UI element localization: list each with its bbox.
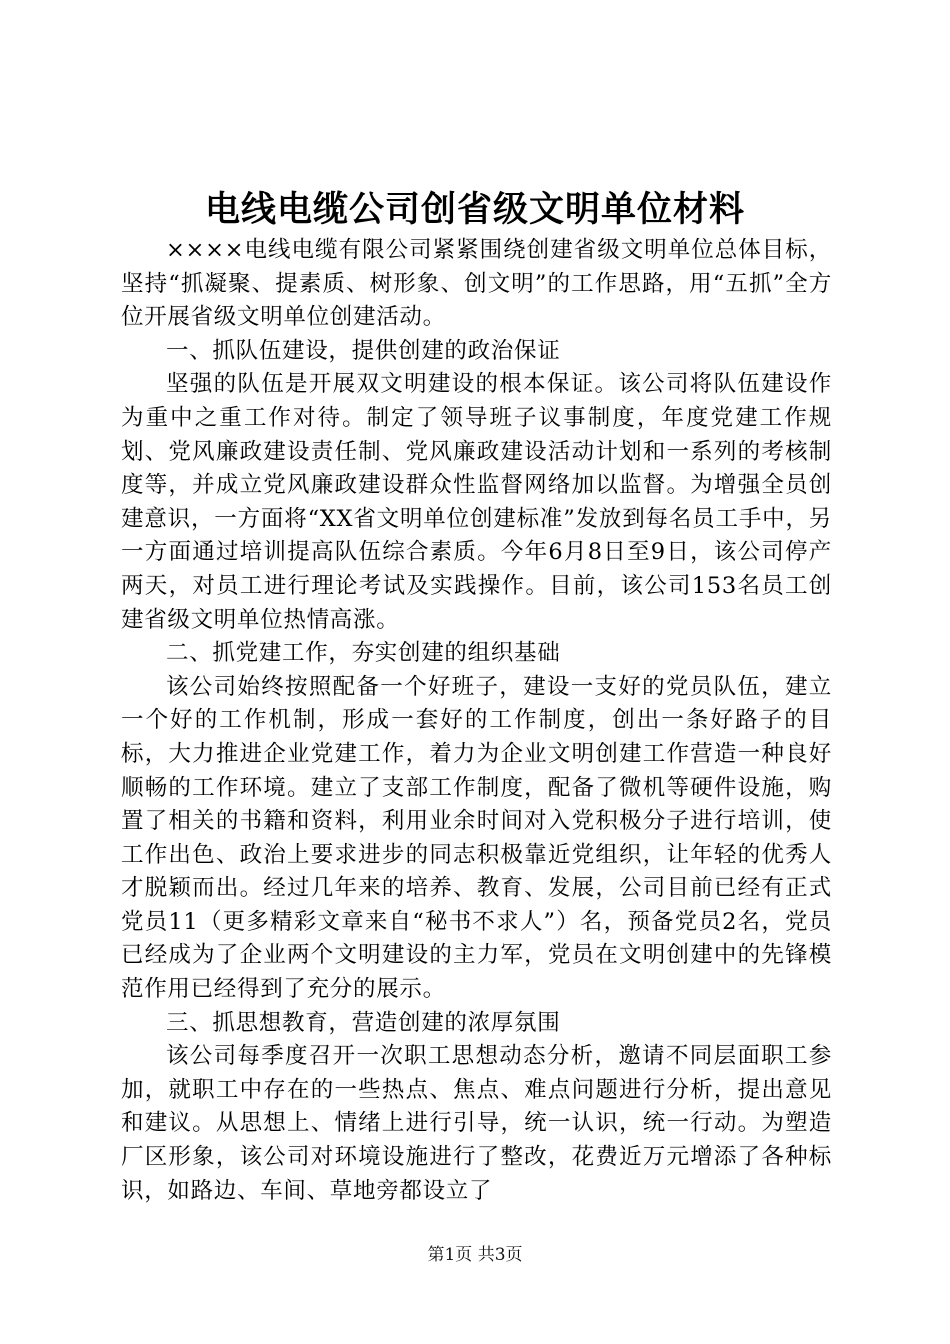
page-footer: 第1页 共3页 — [427, 1245, 523, 1265]
intro-paragraph: ××××电线电缆有限公司紧紧围绕创建省级文明单位总体目标，坚持“抓凝聚、提素质、树形象、创文明”的工作思路，用“五抓”全方位开展省级文明单位创建活动。 — [121, 237, 832, 331]
document-title: 电线电缆公司创省级文明单位材料 — [204, 190, 745, 230]
section-heading-3: 三、抓思想教育，营造创建的浓厚氛围 — [166, 1009, 561, 1036]
document-body — [121, 234, 832, 1208]
section-paragraph-3: 该公司每季度召开一次职工思想动态分析，邀请不同层面职工参加，就职工中存在的一些热点、焦点、难点问题进行分析，提出意见和建议。从思想上、情绪上进行引导，统一认识，统一行动。为塑造厂区形象，该公司对环境设施进行了整改，花费近万元增添了各种标识，如路边、车间、草地旁都设立了 — [121, 1043, 832, 1204]
section-heading-1: 一、抓队伍建设，提供创建的政治保证 — [166, 337, 561, 364]
section-paragraph-2: 该公司始终按照配备一个好班子，建设一支好的党员队伍，建立一个好的工作机制，形成一套好的工作制度，创出一条好路子的目标，大力推进企业党建工作，着力为企业文明创建工作营造一种良好顺畅的工作环境。建立了支部工作制度，配备了微机等硬件设施，购置了相关的书籍和资料，利用业余时间对入党积极分子进行培训，使工作出色、政治上要求进步的同志积极靠近党组织，让年轻的优秀人才脱颖而出。经过几年来的培养、教育、发展，公司目前已经有正式党员11（更多精彩文章来自“秘书不求人”）名，预备党员2名，党员已经成为了企业两个文明建设的主力军，党员在文明创建中的先锋模范作用已经得到了充分的展示。 — [121, 673, 832, 1003]
section-heading-2: 二、抓党建工作，夯实创建的组织基础 — [166, 640, 561, 667]
section-paragraph-1: 坚强的队伍是开展双文明建设的根本保证。该公司将队伍建设作为重中之重工作对待。制定了领导班子议事制度，年度党建工作规划、党风廉政建设责任制、党风廉政建设活动计划和一系列的考核制度等，并成立党风廉政建设群众性监督网络加以监督。为增强全员创建意识，一方面将“XX省文明单位创建标准”发放到每名员工手中，另一方面通过培训提高队伍综合素质。今年6月8日至9日，该公司停产两天，对员工进行理论考试及实践操作。目前，该公司153名员工创建省级文明单位热情高涨。 — [121, 371, 832, 633]
